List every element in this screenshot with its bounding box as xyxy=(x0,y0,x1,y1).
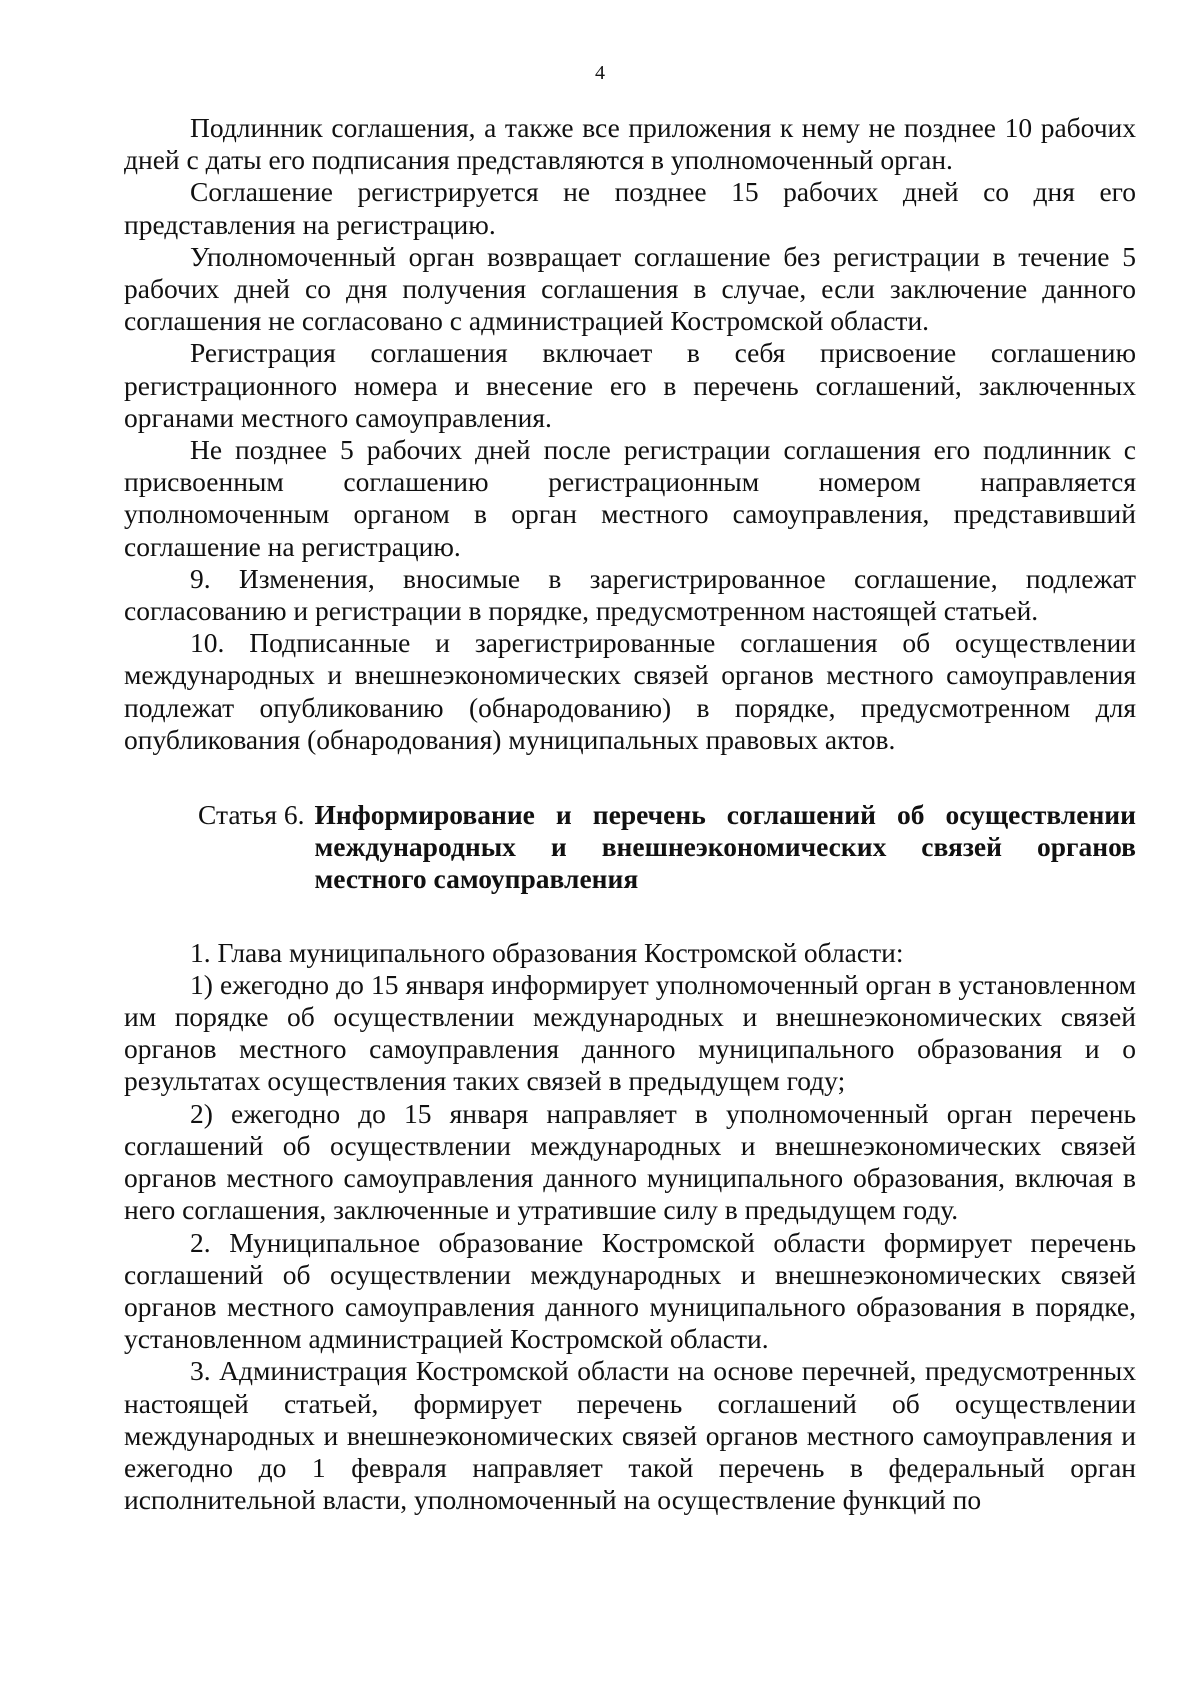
paragraph: Регистрация соглашения включает в себя присвоение соглашению регистрационного номера и внесение его в перечень соглашений, заключенных органами местного самоуправления. xyxy=(124,337,1136,433)
paragraph: 2) ежегодно до 15 января направляет в уполномоченный орган перечень соглашений об осуществлении международных и внешнеэкономических связей органов местного самоуправления данного муниципального образования, включая в него соглашения, заключенные и утратившие силу в предыдущем году. xyxy=(124,1097,1136,1226)
article-label: Статья 6. xyxy=(198,799,305,831)
paragraph: Подлинник соглашения, а также все приложения к нему не позднее 10 рабочих дней с даты его подписания представляются в уполномоченный орган. xyxy=(124,112,1136,176)
page-number: 4 xyxy=(595,62,605,84)
paragraph: Соглашение регистрируется не позднее 15 рабочих дней со дня его представления на регистрацию. xyxy=(124,176,1136,240)
paragraph: 9. Изменения, вносимые в зарегистрированное соглашение, подлежат согласованию и регистрации в порядке, предусмотренном настоящей статьей. xyxy=(124,562,1136,627)
document-body xyxy=(124,112,1136,1516)
paragraph: 1. Глава муниципального образования Костромской области: xyxy=(190,936,904,968)
paragraph: 2. Муниципальное образование Костромской области формирует перечень соглашений об осуществлении международных и внешнеэкономических связей органов местного самоуправления данного муниципального образования в порядке, установленном администрацией Костромской области. xyxy=(124,1226,1136,1355)
paragraph: Уполномоченный орган возвращает соглашение без регистрации в течение 5 рабочих дней со дня получения соглашения в случае, если заключение данного соглашения не согласовано с администрацией Костромской области. xyxy=(124,240,1136,337)
article-heading xyxy=(124,799,1136,896)
paragraph: 10. Подписанные и зарегистрированные соглашения об осуществлении международных и внешнеэкономических связей органов местного самоуправления подлежат опубликованию (обнародованию) в порядке, предусмотренном для опубликования (обнародования) муниципальных правовых актов. xyxy=(124,627,1136,755)
article-title: Информирование и перечень соглашений об осуществлении международных и внешнеэкономических связей органов местного самоуправления xyxy=(314,799,1136,895)
paragraph: Не позднее 5 рабочих дней после регистрации соглашения его подлинник с присвоенным соглашению регистрационным номером направляется уполномоченным органом в орган местного самоуправления, представивший соглашение на регистрацию. xyxy=(124,434,1136,562)
paragraph: 1) ежегодно до 15 января информирует уполномоченный орган в установленном им порядке об осуществлении международных и внешнеэкономических связей органов местного самоуправления данного муниципального образования и о результатах осуществления таких связей в предыдущем году; xyxy=(124,968,1136,1097)
paragraph: 3. Администрация Костромской области на основе перечней, предусмотренных настоящей статьей, формирует перечень соглашений об осуществлении международных и внешнеэкономических связей органов местного самоуправления и ежегодно до 1 февраля направляет такой перечень в федеральный орган исполнительной власти, уполномоченный на осуществление функций по xyxy=(124,1355,1136,1516)
